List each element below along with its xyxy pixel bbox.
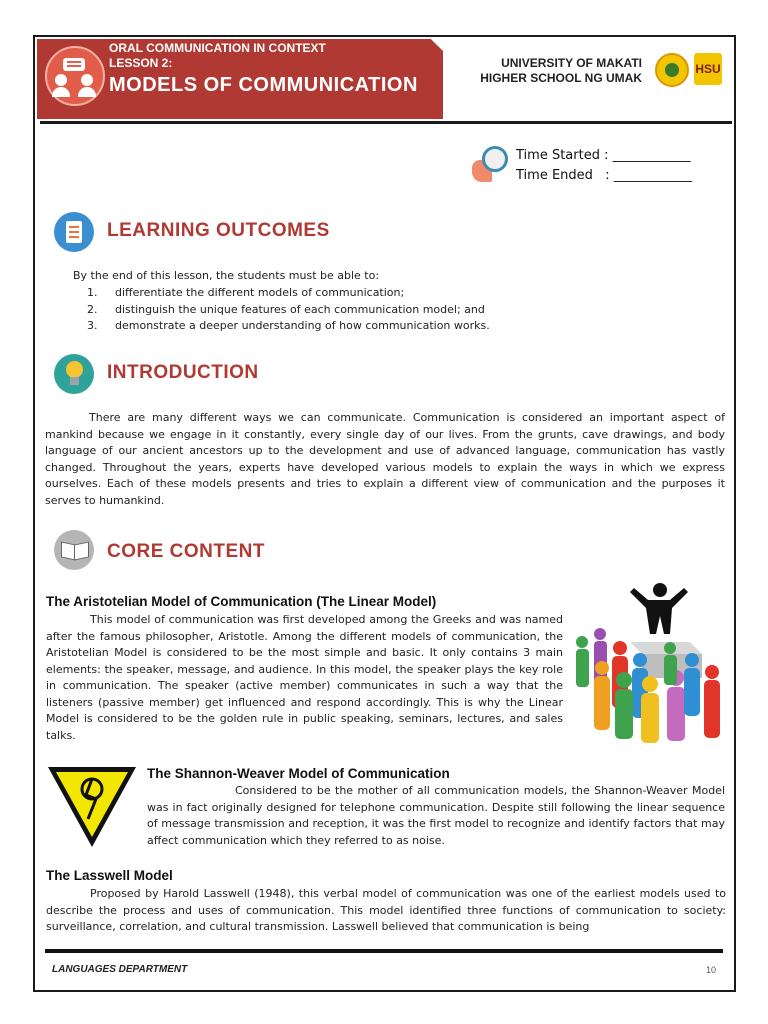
outcome-item-2: 2. distinguish the unique features of each communication model; and bbox=[87, 302, 485, 316]
speaker-audience-illustration bbox=[572, 582, 728, 746]
university-line-1: UNIVERSITY OF MAKATI bbox=[501, 56, 642, 70]
aristotle-heading-main: The Aristotelian Model of Communication ( bbox=[46, 594, 321, 609]
university-name bbox=[480, 56, 642, 86]
footer-divider bbox=[45, 949, 723, 953]
stopwatch-icon bbox=[472, 142, 510, 184]
time-ended: Time Ended : ____________ bbox=[516, 168, 692, 183]
aristotle-paragraph: This model of communication was first developed among the Greeks and was named after the famous philosopher, Aristotle. Among the different models of communication, the Aristotelian Model is considered to be the most simple and basic. It only contains 3 main elements: the speaker, message, and audience. In this model, the speaker plays the key role in communication. The speaker (active member) communicates in such a way that the listeners (passive member) get influenced and respond accordingly. This is why the Linear Model is considered to be the golden rule in public speaking, seminars, lectures, and sales talks. bbox=[46, 613, 563, 742]
outcomes-list bbox=[87, 285, 707, 335]
header-divider bbox=[40, 121, 732, 124]
checklist-icon bbox=[54, 212, 94, 252]
shannon-weaver-paragraph: Considered to be the mother of all communication models, the Shannon-Weaver Model was in fact originally designed for telephone communication. Despite still following the linear sequence of message transmission and reception, it was the first model to recognize and identify factors that may affect communication which they referred to as noise. bbox=[147, 784, 725, 847]
communication-icon bbox=[45, 46, 105, 106]
lesson-title: MODELS OF COMMUNICATION bbox=[109, 74, 418, 96]
department-label: LANGUAGES DEPARTMENT bbox=[52, 964, 188, 975]
outcome-item-1: 1. differentiate the different models of communication; bbox=[87, 286, 405, 299]
lesson-number: LESSON 2: bbox=[109, 56, 173, 70]
core-content-heading: CORE CONTENT bbox=[107, 541, 265, 562]
university-line-2: HIGHER SCHOOL NG UMAK bbox=[480, 71, 642, 85]
page-number: 10 bbox=[705, 965, 716, 975]
aristotle-heading-sub: The Linear Model bbox=[320, 594, 432, 609]
lasswell-heading: The Lasswell Model bbox=[46, 868, 173, 883]
lightbulb-icon bbox=[54, 354, 94, 394]
outcome-item-3: 3. demonstrate a deeper understanding of how communication works. bbox=[87, 319, 490, 332]
aristotle-heading-close: ) bbox=[431, 594, 437, 609]
introduction-paragraph: There are many different ways we can communicate. Communication is considered an important aspect of mankind because we engage in it constantly, every single day of our lives. From the grunts, cave drawings, and body language of our ancient ancestors up to the development and use of advanced language, communication has vastly changed. Throughout the years, experts have developed various models to explain the ways in which we express ourselves. Each of these models presents and tries to explain a different view of communication and the purposes it serves to humankind. bbox=[45, 411, 725, 507]
open-book-icon bbox=[54, 530, 94, 570]
aristotle-heading bbox=[46, 594, 436, 609]
lasswell-paragraph: Proposed by Harold Lasswell (1948), this verbal model of communication was one of the earliest models used to describe the process and uses of communication. This model identified three functions of communication to society: surveillance, correlation, and cultural transmission. Lasswell believed that communication is being bbox=[46, 887, 726, 933]
hsu-logo: HSU bbox=[694, 53, 722, 85]
time-started: Time Started : ____________ bbox=[516, 148, 691, 163]
learning-outcomes-heading: LEARNING OUTCOMES bbox=[107, 220, 330, 241]
introduction-heading: INTRODUCTION bbox=[107, 362, 259, 383]
high-voltage-sign-icon bbox=[46, 765, 138, 849]
outcomes-intro: By the end of this lesson, the students must be able to: bbox=[73, 269, 380, 282]
course-name: ORAL COMMUNICATION IN CONTEXT bbox=[109, 41, 326, 55]
university-seal-icon bbox=[655, 53, 689, 87]
shannon-weaver-heading: The Shannon-Weaver Model of Communication bbox=[147, 766, 450, 781]
